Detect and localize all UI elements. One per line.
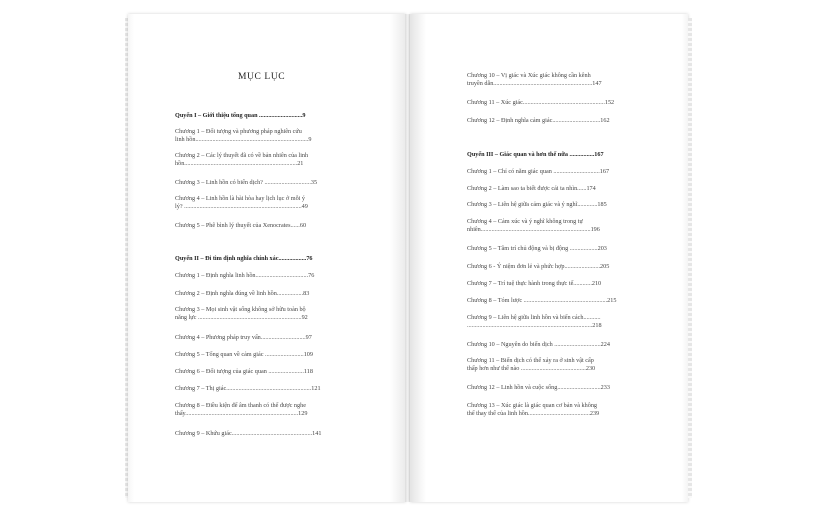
toc-entry: Chương 13 – Xúc giác là giác quan cơ bản và không thể thay thế của linh hồn........................................239 [467,402,600,417]
toc-entry: Chương 11 – Biến dịch có thể xảy ra ở sinh vật cấp thấp hơn như thế nào ..........................................230 [467,357,596,372]
toc-entry: Chương 9 – Khứu giác....................................................141 [175,430,322,437]
toc-entry: Chương 3 – Linh hồn có biến dịch? ..............................35 [175,179,318,186]
toc-entry: Chương 2 – Làm sao ta biết được cái ta nhìn......174 [467,185,596,192]
toc-title: MỤC LỤC [238,72,286,82]
toc-entry: Chương 11 – Xúc giác.....................................................152 [467,99,615,106]
toc-entry: Chương 3 – Liên hệ giữa cảm giác và ý nghĩ.............185 [467,201,607,208]
toc-entry: Chương 6 – Đối tượng của giác quan .......................118 [175,368,313,375]
toc-entry: Chương 8 – Điều kiện để âm thanh có thể được nghe thấy.........................................................................129 [175,402,308,417]
toc-entry: Chương 12 – Định nghĩa cảm giác...............................162 [467,117,610,124]
toc-entry: Chương 7 – Thị giác.......................................................121 [175,385,321,392]
toc-entry: Chương 1 – Chỉ có năm giác quan ..............................167 [467,168,610,175]
toc-entry: Quyển I – Giới thiệu tổng quan ............................9 [175,112,306,119]
toc-entry: Chương 5 – Tổng quan về cảm giác .........................109 [175,351,313,358]
toc-entry: Chương 2 – Các lý thuyết đã có về bản nhiên của linh hồn.........................................................................21 [175,152,309,167]
toc-entry: Chương 1 – Định nghĩa linh hồn..................................76 [175,272,315,279]
toc-entry: Chương 3 – Mọi sinh vật sống không sở hữu toàn bộ năng lực ...................................................................92 [175,306,308,321]
toc-entry: Chương 10 – Vị giác và Xúc giác không cần kênh truyền dẫn................................................................147 [467,72,602,87]
toc-entry: Quyển III – Giác quan và hơn thế nữa ................167 [467,151,604,158]
toc-entry: Chương 7 – Trí tuệ thực hành trong thực tế............210 [467,280,602,287]
toc-entry: Chương 5 – Tâm trí chủ động và bị động ..................203 [467,245,607,252]
right-page-edge [688,18,692,498]
toc-entry: Chương 2 – Định nghĩa đúng về linh hồn.................83 [175,290,310,297]
toc-entry: Chương 9 – Liên hệ giữa linh hồn và biến cách........... .................................................................................218 [467,314,602,329]
toc-entry: Chương 4 – Cảm xúc và ý nghĩ không trong tự nhiên.......................................................................196 [467,218,600,233]
toc-entry: Chương 1 – Đối tượng và phương pháp nghiên cứu linh hồn.........................................................................9 [175,128,312,143]
toc-entry: Chương 4 – Linh hồn là hài hòa hay lịch lục ở mỗi ý lý? ............................................................................49 [175,195,308,210]
toc-entry: Chương 6 - Ý niệm đơn lẻ và phức hợp.......................205 [467,263,610,270]
toc-entry: Chương 10 – Nguyên do biến dịch ..............................224 [467,341,610,348]
toc-entry: Chương 5 – Phê bình lý thuyết của Xenocrates......60 [175,222,307,229]
toc-entry: Chương 12 – Linh hồn và cuộc sống............................233 [467,384,610,391]
toc-entry: Chương 8 – Tóm lược ......................................................215 [467,297,617,304]
toc-entry: Chương 4 – Phương pháp truy vấn.............................97 [175,334,312,341]
toc-entry: Quyển II – Đi tìm định nghĩa chính xác..................76 [175,255,313,262]
